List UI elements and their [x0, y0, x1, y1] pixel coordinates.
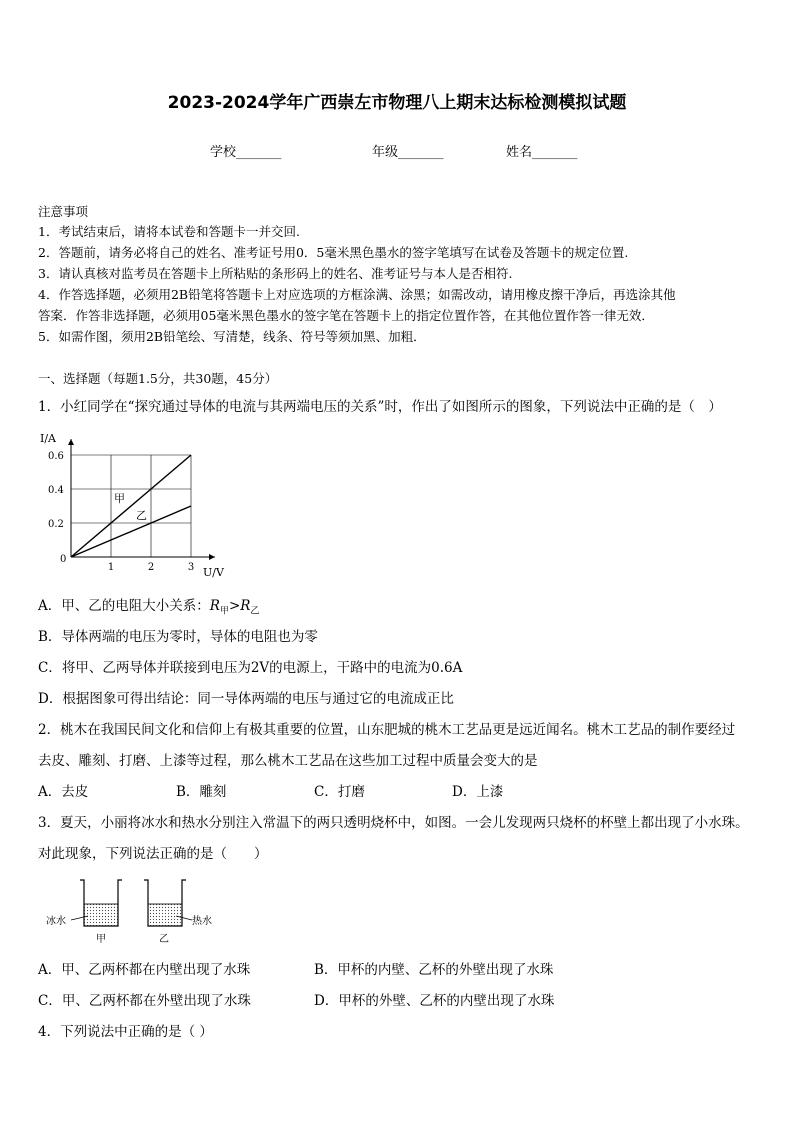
notice-heading: 注意事项	[38, 204, 89, 219]
q2-option-b[interactable]: B．雕刻	[176, 784, 227, 800]
x-axis-arrow	[209, 554, 215, 560]
q1-option-b[interactable]: B．导体两端的电压为零时，导体的电阻也为零	[38, 629, 318, 645]
q2-option-a[interactable]: A．去皮	[38, 784, 89, 800]
y-axis-label: I/A	[40, 432, 56, 445]
name-field: 姓名_______	[506, 145, 578, 160]
question-4-stem: 4．下列说法中正确的是（ ）	[38, 1024, 213, 1040]
iv-graph	[38, 426, 228, 582]
notice-item: 4．作答选择题，必须用2B铅笔将答题卡上对应选项的方框涂满、涂黑；如需改动，请用橡皮擦干净后，再选涂其他	[38, 287, 676, 302]
origin-label: 0	[60, 554, 67, 565]
label-cup-jia: 甲	[96, 934, 106, 945]
beaker-yi	[144, 880, 186, 926]
y-tick-label: 0.6	[48, 451, 64, 462]
x-tick-label: 1	[107, 562, 115, 573]
y-axis-arrow	[68, 439, 74, 445]
grade-field: 年级_______	[372, 145, 444, 160]
series-line-1	[71, 506, 191, 557]
q2-option-d[interactable]: D．上漆	[452, 784, 504, 800]
section-heading: 一、选择题（每题1.5分，共30题，45分）	[38, 371, 278, 386]
label-ice-water: 冰水	[46, 916, 66, 927]
q3-option-b[interactable]: B．甲杯的内壁、乙杯的外壁出现了水珠	[314, 962, 554, 978]
y-tick-label: 0.4	[48, 485, 64, 496]
series-line-0	[71, 455, 191, 557]
question-2-stem-cont: 去皮、雕刻、打磨、上漆等过程，那么桃木工艺品在这些加工过程中质量会变大的是	[38, 753, 538, 769]
x-axis-label: U/V	[203, 566, 224, 579]
question-1-stem: 1．小红同学在“探究通过导体的电流与其两端电压的关系”时，作出了如图所示的图象，下列说法中正确的是（ ）	[38, 399, 722, 415]
q1-option-d[interactable]: D．根据图象可得出结论：同一导体两端的电压与通过它的电流成正比	[38, 691, 454, 707]
notice-item: 2．答题前，请务必将自己的姓名、准考证号用0．5毫米黑色墨水的签字笔填写在试卷及答题卡的规定位置.	[38, 245, 629, 260]
series-label-jia: 甲	[114, 492, 125, 505]
y-tick-label: 0.2	[48, 519, 64, 530]
q2-option-c[interactable]: C．打磨	[314, 784, 365, 800]
q3-option-c[interactable]: C．甲、乙两杯都在外壁出现了水珠	[38, 993, 251, 1009]
q1-option-a[interactable]: A．甲、乙的电阻大小关系：$R_甲>R_乙$	[38, 598, 260, 617]
label-hot-water: 热水	[192, 916, 212, 927]
question-3-stem-cont: 对此现象，下列说法正确的是（ ）	[38, 846, 268, 862]
x-tick-label: 3	[187, 562, 195, 573]
question-2-stem: 2．桃木在我国民间文化和信仰上有极其重要的位置，山东肥城的桃木工艺品更是远近闻名。桃木工艺品的制作要经过	[38, 722, 736, 738]
chart-lines	[71, 455, 191, 557]
q3-option-d[interactable]: D．甲杯的外壁、乙杯的内壁出现了水珠	[314, 993, 555, 1009]
question-3-stem: 3．夏天，小丽将冰水和热水分别注入常温下的两只透明烧杯中，如图。一会儿发现两只烧杯的杯壁上都出现了小水珠。	[38, 815, 749, 831]
series-label-yi: 乙	[136, 509, 147, 522]
q3-option-a[interactable]: A．甲、乙两杯都在内壁出现了水珠	[38, 962, 251, 978]
notice-item: 3．请认真核对监考员在答题卡上所粘贴的条形码上的姓名、准考证号与本人是否相符.	[38, 266, 513, 281]
q1-option-c[interactable]: C．将甲、乙两导体并联接到电压为2V的电源上，干路中的电流为0.6A	[38, 660, 463, 676]
beaker-jia	[80, 880, 122, 926]
notice-item: 答案．作答非选择题，必须用05毫米黑色墨水的签字笔在答题卡上的指定位置作答，在其他位置作答一律无效．	[38, 308, 654, 323]
notice-item: 5．如需作图，须用2B铅笔绘、写清楚，线条、符号等须加黑、加粗．	[38, 329, 426, 344]
beaker-figure	[44, 876, 224, 946]
label-cup-yi: 乙	[159, 934, 169, 945]
notice-item: 1．考试结束后，请将本试卷和答题卡一并交回.	[38, 224, 300, 239]
exam-title: 2023-2024学年广西崇左市物理八上期末达标检测模拟试题	[167, 93, 627, 113]
x-tick-label: 2	[147, 562, 155, 573]
school-field: 学校_______	[210, 145, 282, 160]
chart-axes	[68, 439, 215, 560]
